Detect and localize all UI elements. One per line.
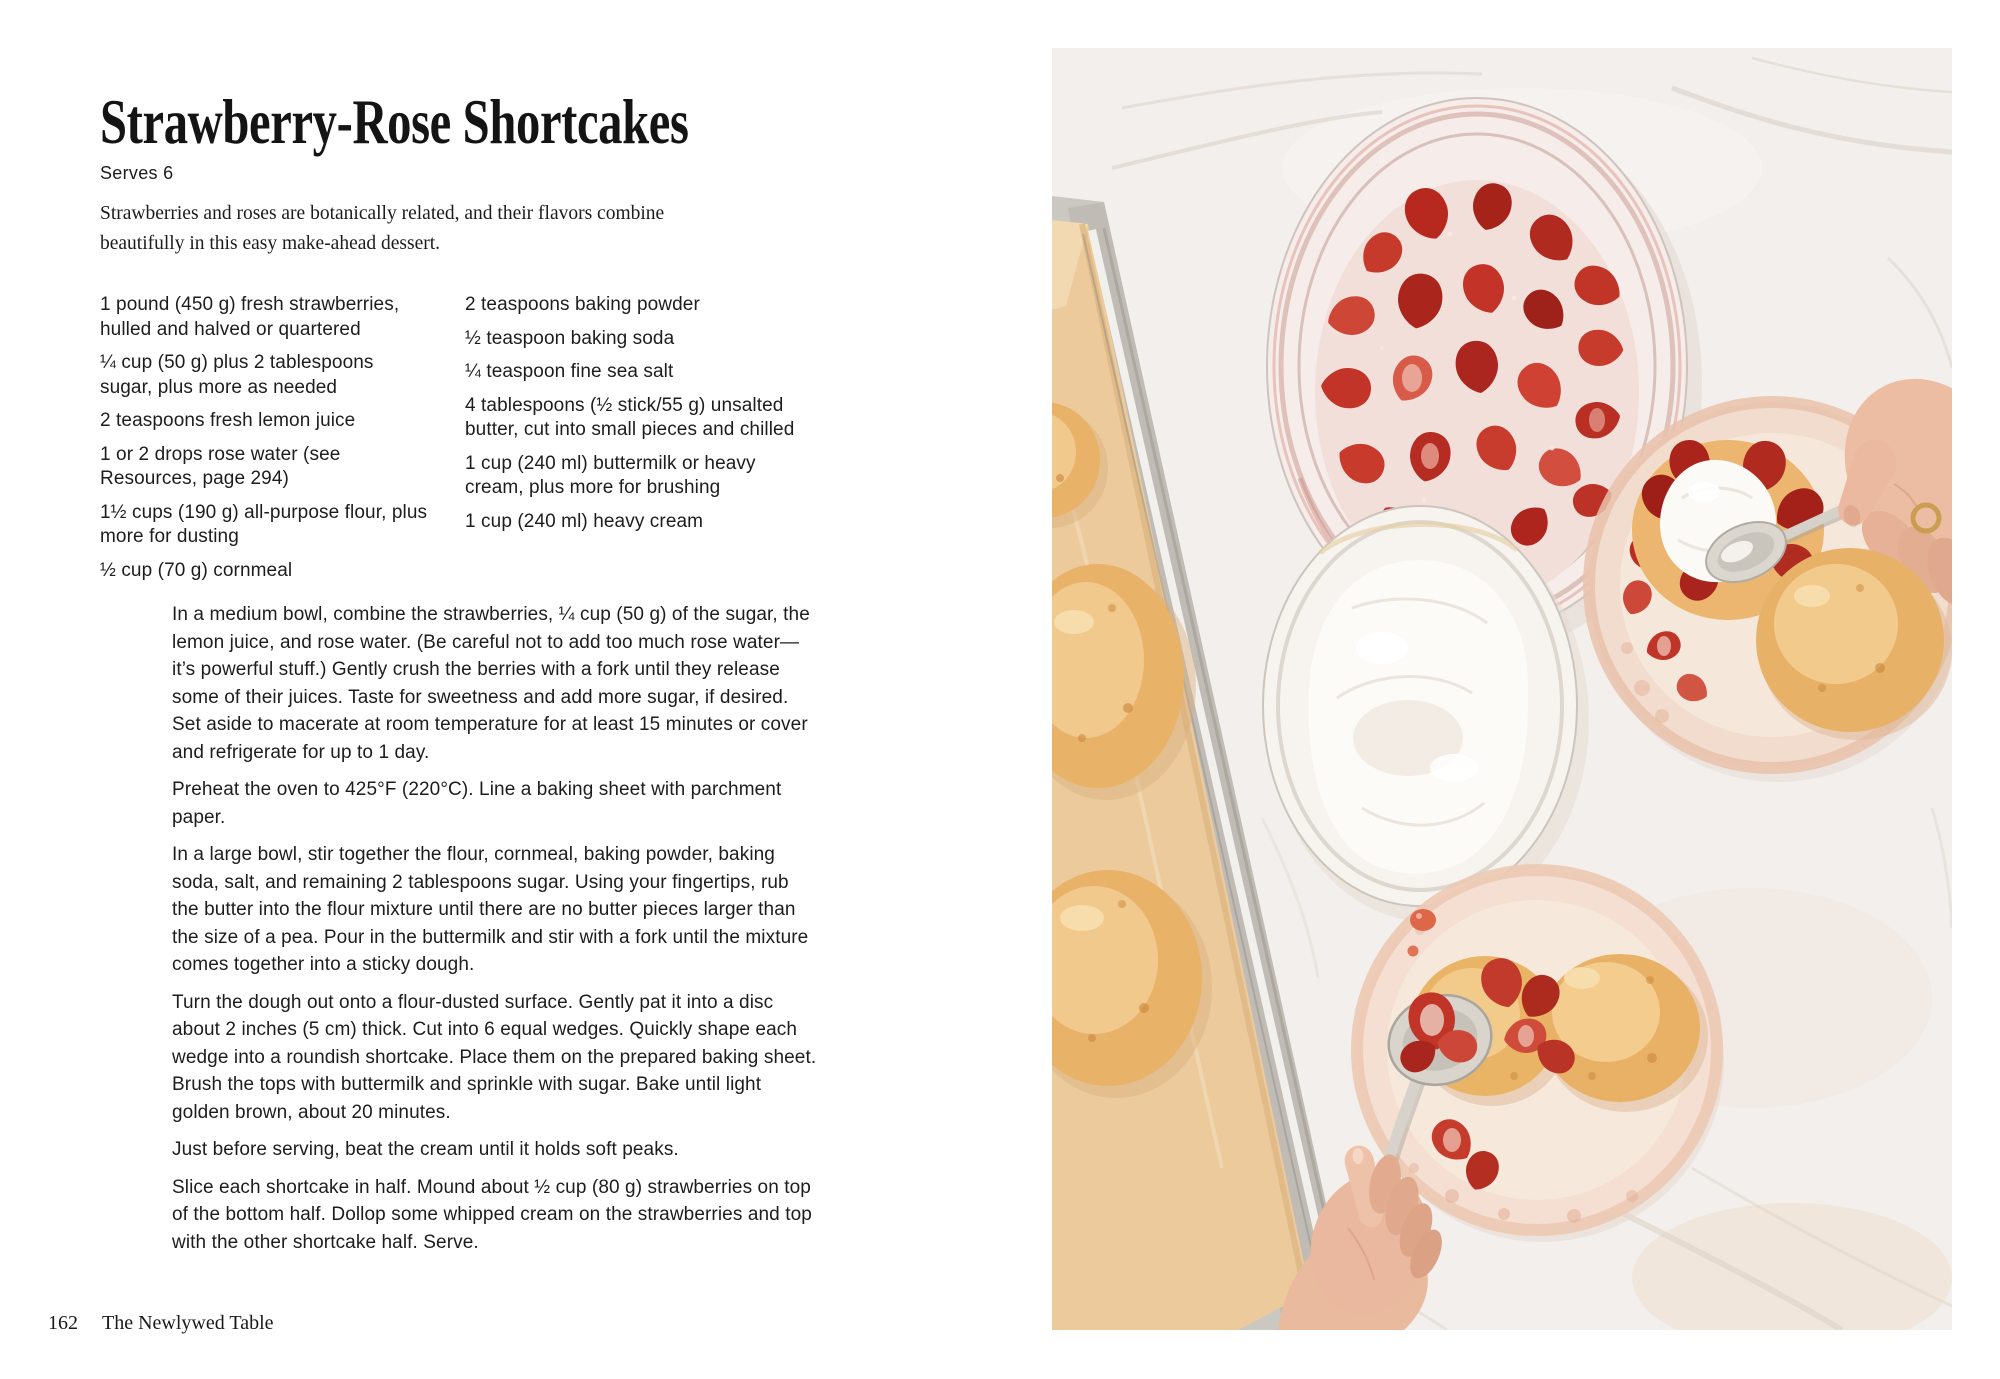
- serves-note: Serves 6: [100, 163, 174, 183]
- ingredient-item: 1½ cups (190 g) all-purpose flour, plus more for dusting: [100, 501, 428, 547]
- ingredient-item: 1 or 2 drops rose water (see Resources, page 294): [100, 443, 341, 489]
- page-footer: [48, 1312, 274, 1335]
- ingredients-column-left: [100, 293, 430, 592]
- recipe-photo: [1052, 48, 1952, 1330]
- recipe-intro-line-2: beautifully in this easy make-ahead dessert.: [100, 233, 441, 254]
- ingredient-item: 1 pound (450 g) fresh strawberries, hulled and halved or quartered: [100, 294, 400, 340]
- method-step: Slice each shortcake in half. Mound about ½ cup (80 g) strawberries on top of the bottom half. Dollop some whipped cream on the strawberries and top with the other shortcake half. Serve.: [172, 1176, 812, 1253]
- ingredient-item: 2 teaspoons baking powder: [465, 294, 700, 315]
- ingredient-item: ½ cup (70 g) cornmeal: [100, 559, 293, 581]
- method-step: In a medium bowl, combine the strawberries, ¼ cup (50 g) of the sugar, the lemon juice, and rose water. (Be careful not to add too much rose water—it’s powerful stuff.) Gently crush the berries with a fork until they release some of their juices. Taste for sweetness and add more sugar, if desired. Set aside to macerate at room temperature for at least 15 minutes or cover and refrigerate for up to 1 day.: [172, 604, 810, 763]
- recipe-intro-line-1: Strawberries and roses are botanically related, and their flavors combine: [100, 203, 665, 224]
- ingredients-column-right: [465, 293, 810, 543]
- recipe-intro: [100, 199, 740, 259]
- method-step: Turn the dough out onto a flour-dusted surface. Gently pat it into a disc about 2 inches (5 cm) thick. Cut into 6 equal wedges. Quickly shape each wedge into a roundish shortcake. Place them on the prepared baking sheet. Brush the tops with buttermilk and sprinkle with sugar. Bake until light golden brown, about 20 minutes.: [172, 991, 817, 1123]
- method-step: In a large bowl, stir together the flour, cornmeal, baking powder, baking soda, salt, and remaining 2 tablespoons sugar. Using your fingertips, rub the butter into the flour mixture until there are no butter pieces larger than the size of a pea. Pour in the buttermilk and stir with a fork until the mixture comes together into a sticky dough.: [172, 844, 809, 975]
- ingredient-item: ¼ teaspoon fine sea salt: [465, 361, 674, 382]
- ingredient-item: 4 tablespoons (½ stick/55 g) unsalted butter, cut into small pieces and chilled: [465, 394, 795, 440]
- page-number: 162: [48, 1312, 78, 1334]
- method-steps: [172, 601, 817, 1266]
- method-step: Preheat the oven to 425°F (220°C). Line a baking sheet with parchment paper.: [172, 779, 782, 828]
- ingredient-item: ¼ cup (50 g) plus 2 tablespoons sugar, plus more as needed: [100, 352, 374, 398]
- ingredient-item: 1 cup (240 ml) buttermilk or heavy cream, plus more for brushing: [465, 452, 756, 498]
- book-title: The Newlywed Table: [102, 1312, 274, 1334]
- recipe-title: Strawberry-Rose Shortcakes: [100, 86, 689, 157]
- ingredient-item: 2 teaspoons fresh lemon juice: [100, 410, 356, 431]
- ingredient-item: ½ teaspoon baking soda: [465, 327, 675, 349]
- method-step: Just before serving, beat the cream until it holds soft peaks.: [172, 1139, 679, 1160]
- ingredient-item: 1 cup (240 ml) heavy cream: [465, 510, 704, 532]
